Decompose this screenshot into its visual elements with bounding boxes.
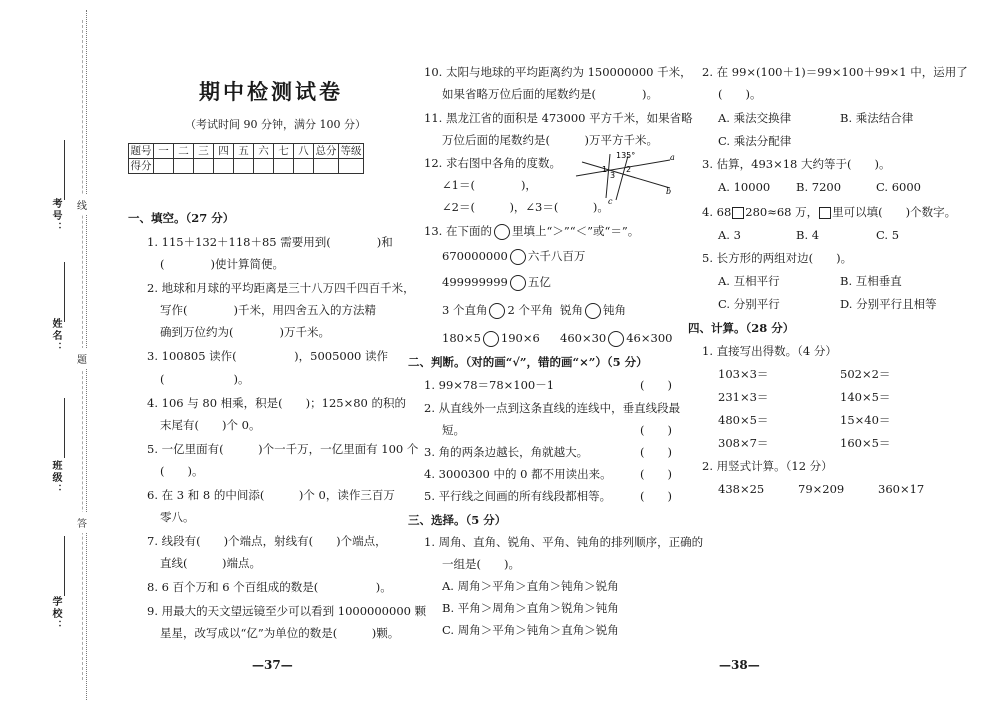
choice-option[interactable]: A. 互相平行	[718, 274, 780, 288]
s1-line: 4. 106 与 80 相乘，积是( )；125×80 的积的	[147, 396, 407, 410]
name-line	[64, 262, 65, 322]
s1-line: 9. 用最大的天文望远镜至少可以看到 1000000000 颗	[147, 604, 427, 618]
judge-item: 3. 角的两条边越长，角就越大。	[424, 445, 589, 459]
angle-diagram	[566, 148, 678, 204]
s1-line: 零八。	[160, 510, 195, 524]
score-cell[interactable]	[339, 159, 364, 174]
label-c: c	[608, 197, 613, 204]
calc-item: 15×40＝	[840, 413, 891, 427]
q10-line: 如果省略万位后面的尾数约是( )。	[442, 87, 658, 101]
calc-item: 480×5＝	[718, 413, 769, 427]
s1-line: 1. 115＋132＋118＋85 需要用到( )和	[147, 235, 393, 249]
score-table	[128, 143, 364, 174]
choice-option[interactable]: B. 互相垂直	[840, 274, 902, 288]
s1-line: 6. 在 3 和 8 的中间添( )个 0，读作三百万	[147, 488, 395, 502]
section2-heading: 二、判断。（对的画“√”，错的画“×”）（5 分）	[408, 355, 648, 369]
s1-line: 直线( )端点。	[160, 556, 261, 570]
judge-item: 2. 从直线外一点到这条直线的连线中，垂直线段最	[424, 401, 681, 415]
judge-blank[interactable]: ( )	[640, 467, 672, 481]
s1-line: 3. 100805 读作( )，5005000 读作	[147, 349, 389, 363]
angle-135-label: 135°	[616, 151, 636, 160]
score-col: 等级	[340, 145, 362, 157]
angle-3-label: 3	[610, 171, 616, 180]
exam-number-label: 考号：	[50, 198, 61, 234]
calc-item: 160×5＝	[840, 436, 891, 450]
c3-q2: ( )。	[718, 87, 762, 101]
choice-option[interactable]: A. 10000	[718, 180, 771, 194]
blank-box[interactable]	[819, 207, 831, 219]
score-col: 三	[194, 144, 214, 159]
seal-char-xian: 线	[77, 194, 87, 215]
score-col: 四	[214, 144, 234, 159]
calc-item: 308×7＝	[718, 436, 769, 450]
section4-heading: 四、计算。（28 分）	[688, 321, 795, 335]
s1-line: ( )。	[160, 464, 204, 478]
class-line	[64, 398, 65, 458]
section1-heading: 一、填空。（27 分）	[128, 211, 235, 225]
choice-option[interactable]: A. 乘法交换律	[718, 111, 792, 125]
compare-circle[interactable]	[483, 331, 499, 347]
page-number-right: —38—	[719, 658, 760, 672]
compare-circle[interactable]	[494, 224, 510, 240]
score-cell[interactable]	[254, 159, 274, 174]
page-title: 期中检测试卷	[199, 79, 343, 104]
c3-q2: 2. 在 99×(100＋1)＝99×100＋99×1 中，运用了	[702, 65, 968, 79]
score-cell[interactable]	[314, 159, 339, 174]
calc-item: 103×3＝	[718, 367, 769, 381]
choice-option[interactable]: B. 4	[796, 228, 820, 242]
score-cell[interactable]	[174, 159, 194, 174]
vertical-calc: 438×25	[718, 482, 765, 496]
choice-option[interactable]: C. 分别平行	[718, 297, 780, 311]
q10-line: 10. 太阳与地球的平均距离约为 150000000 千米，	[424, 65, 692, 79]
choice-option[interactable]: C. 周角＞平角＞钝角＞直角＞锐角	[442, 623, 619, 637]
choice-q1: 一组是( )。	[442, 557, 520, 571]
cmp-row: 锐角 钝角	[560, 303, 626, 317]
section3-heading: 三、选择。（5 分）	[408, 513, 507, 527]
compare-circle[interactable]	[510, 275, 526, 291]
compare-circle[interactable]	[510, 249, 526, 265]
vertical-calc: 79×209	[798, 482, 845, 496]
seal-char-ti: 题	[77, 348, 87, 369]
seal-char-da: 答	[77, 512, 87, 533]
score-cell[interactable]	[274, 159, 294, 174]
choice-option[interactable]: C. 5	[876, 228, 900, 242]
score-col: 六	[254, 144, 274, 159]
c3-q5: 5. 长方形的两组对边( )。	[702, 251, 853, 265]
label-b: b	[666, 187, 672, 196]
choice-option[interactable]: A. 周角＞平角＞直角＞钝角＞锐角	[442, 579, 619, 593]
blank-box[interactable]	[732, 207, 744, 219]
score-col: 一	[154, 144, 174, 159]
school-line	[64, 536, 65, 596]
s1-line: 8. 6 百个万和 6 个百组成的数是( )。	[147, 580, 392, 594]
choice-option[interactable]: B. 乘法结合律	[840, 111, 914, 125]
compare-circle[interactable]	[585, 303, 601, 319]
choice-option[interactable]: D. 分别平行且相等	[840, 297, 937, 311]
score-col: 八	[294, 144, 314, 159]
s1-line: 5. 一亿里面有( )个一千万，一亿里面有 100 个	[147, 442, 419, 456]
judge-blank[interactable]: ( )	[640, 489, 672, 503]
score-head-defen: 得分	[130, 160, 152, 172]
calc-sub1: 1. 直接写出得数。（4 分）	[702, 344, 837, 358]
score-cell[interactable]	[234, 159, 254, 174]
q12-line: ∠1＝( )，	[442, 178, 537, 192]
choice-option[interactable]: C. 6000	[876, 180, 921, 194]
choice-option[interactable]: B. 平角＞周角＞直角＞锐角＞钝角	[442, 601, 619, 615]
judge-item: 4. 3000300 中的 0 都不用读出来。	[424, 467, 612, 481]
page-number-left: —37—	[252, 658, 293, 672]
choice-q1: 1. 周角、直角、锐角、平角、钝角的排列顺序，正确的	[424, 535, 704, 549]
choice-option[interactable]: A. 3	[718, 228, 741, 242]
choice-option[interactable]: B. 7200	[796, 180, 842, 194]
cmp-row: 460×30 46×300	[560, 331, 673, 345]
judge-item: 1. 99×78＝78×100－1	[424, 378, 555, 392]
score-col: 二	[174, 144, 194, 159]
judge-blank[interactable]: ( )	[640, 423, 672, 437]
angle-2-label: 2	[626, 165, 632, 174]
calc-sub2: 2. 用竖式计算。（12 分）	[702, 459, 833, 473]
judge-blank[interactable]: ( )	[640, 445, 672, 459]
cmp-row: 499999999 五亿	[442, 275, 551, 289]
class-label: 班级：	[50, 460, 61, 496]
calc-item: 231×3＝	[718, 390, 769, 404]
q11-line: 11. 黑龙江省的面积是 473000 平方千米，如果省略	[424, 111, 693, 125]
score-col: 总分	[315, 145, 337, 157]
q13-line: 13. 在下面的 里填上“＞”“＜”或“＝”。	[424, 224, 640, 238]
exam-number-line	[64, 140, 65, 200]
s1-line: 确到万位约为( )万千米。	[160, 325, 330, 339]
score-cell[interactable]	[294, 159, 314, 174]
vertical-calc: 360×17	[878, 482, 925, 496]
score-col: 五	[234, 144, 254, 159]
subtitle: （考试时间 90 分钟，满分 100 分）	[185, 118, 366, 131]
school-label: 学校：	[50, 596, 61, 632]
cmp-row: 3 个直角 2 个平角	[442, 303, 553, 317]
name-label: 姓名：	[50, 318, 61, 354]
label-a: a	[670, 153, 675, 162]
s1-line: 星星，改写成以“亿”为单位的数是( )颗。	[160, 626, 400, 640]
s1-line: 2. 地球和月球的平均距离是三十八万四千四百千米，	[147, 281, 415, 295]
judge-blank[interactable]: ( )	[640, 378, 672, 392]
score-cell[interactable]	[154, 159, 174, 174]
calc-item: 140×5＝	[840, 390, 891, 404]
angle-1-label: 1	[602, 165, 608, 174]
judge-item: 短。	[442, 423, 465, 437]
score-cell[interactable]	[214, 159, 234, 174]
s1-line: 末尾有( )个 0。	[160, 418, 261, 432]
s1-line: ( )。	[160, 372, 250, 386]
cmp-row: 670000000 六千八百万	[442, 249, 586, 263]
calc-item: 502×2＝	[840, 367, 891, 381]
c3-q4: 4. 68 280≈68 万， 里可以填( )个数字。	[702, 205, 957, 219]
s1-line: 写作( )千米，用四舍五入的方法精	[160, 303, 376, 317]
compare-circle[interactable]	[489, 303, 505, 319]
s1-line: ( )使计算简便。	[160, 257, 284, 271]
judge-item: 5. 平行线之间画的所有线段都相等。	[424, 489, 612, 503]
line-c2	[616, 156, 628, 200]
choice-option[interactable]: C. 乘法分配律	[718, 134, 792, 148]
compare-circle[interactable]	[608, 331, 624, 347]
c3-q3: 3. 估算，493×18 大约等于( )。	[702, 157, 891, 171]
q12-line: 12. 求右图中各角的度数。	[424, 156, 561, 170]
score-head-tihao: 题号	[130, 145, 152, 157]
q11-line: 万位后面的尾数约是( )万平方千米。	[442, 133, 658, 147]
s1-line: 7. 线段有( )个端点，射线有( )个端点，	[147, 534, 387, 548]
score-cell[interactable]	[194, 159, 214, 174]
cmp-row: 180×5 190×6	[442, 331, 540, 345]
q12-line: ∠2＝( )，∠3＝( )。	[442, 200, 609, 214]
score-col: 七	[274, 144, 294, 159]
